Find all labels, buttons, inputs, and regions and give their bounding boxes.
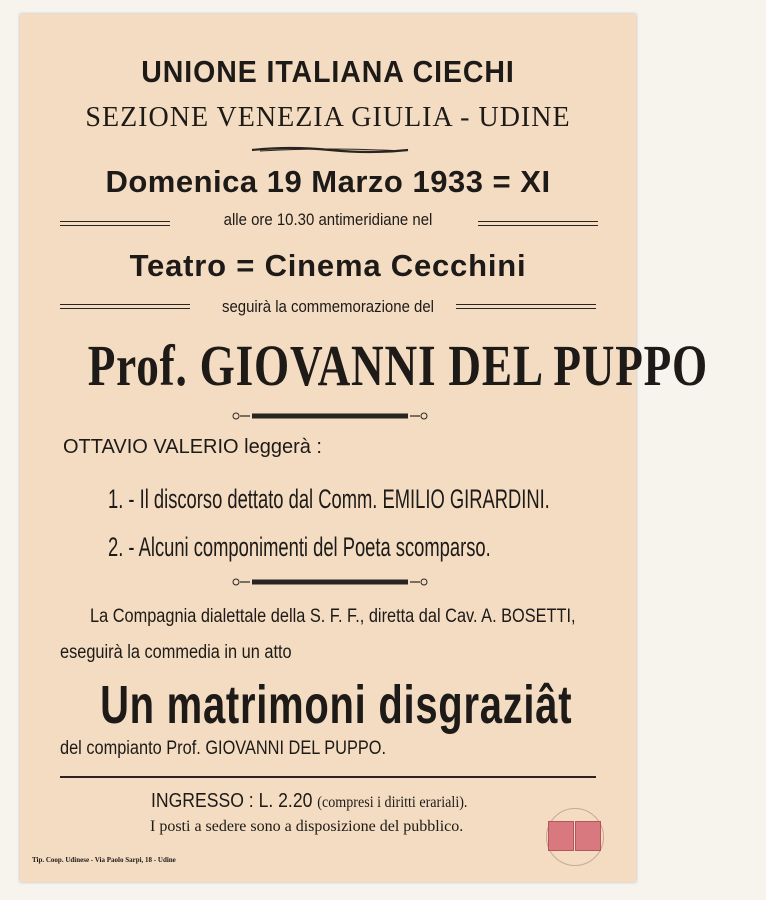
poster-sheet (20, 14, 709, 882)
admission-note: (compresi i diritti erariali). (317, 794, 468, 811)
revenue-stamp (575, 821, 601, 851)
event-time: alle ore 10.30 antimeridiane nel (223, 210, 433, 229)
company-line: La Compagnia dialettale della S. F. F., diretta dal Cav. A. BOSETTI, (90, 606, 576, 627)
comedy-line: eseguirà la commedia in un atto (60, 642, 292, 663)
program-item: 2. - Alcuni componimenti del Poeta scomparso. (108, 532, 491, 562)
venue-name: Teatro = Cinema Cecchini (129, 248, 527, 283)
revenue-stamp (548, 821, 574, 851)
admission-price: INGRESSO : L. 2.20 (151, 790, 313, 812)
revenue-stamps (544, 808, 606, 866)
program-item: 1. - Il discorso dettato dal Comm. EMILIO GIRARDINI. (108, 484, 550, 514)
play-title: Un matrimoni disgraziât (100, 675, 573, 735)
divider-ornament (230, 576, 430, 588)
bottom-rule (60, 776, 596, 778)
reader-line: OTTAVIO VALERIO leggerà : (63, 436, 322, 458)
event-date: Domenica 19 Marzo 1933 = XI (105, 164, 551, 199)
honoree-name: Prof. GIOVANNI DEL PUPPO (87, 333, 709, 398)
author-line: del compianto Prof. GIOVANNI DEL PUPPO. (60, 738, 387, 759)
commemoration-line: seguirà la commemorazione del (221, 297, 435, 316)
double-rule-right (456, 304, 596, 309)
organization-heading: UNIONE ITALIANA CIECHI (141, 54, 515, 89)
seating-note: I posti a sedere sono a disposizione del pubblico. (150, 818, 464, 835)
section-heading: SEZIONE VENEZIA GIULIA - UDINE (85, 102, 571, 133)
double-rule-right (478, 221, 598, 226)
divider-ornament (230, 410, 430, 422)
printer-credit: Tip. Coop. Udinese - Via Paolo Sarpi, 18 - Udine (32, 856, 176, 864)
admission-line (151, 790, 693, 813)
top-swash-ornament (250, 144, 410, 156)
